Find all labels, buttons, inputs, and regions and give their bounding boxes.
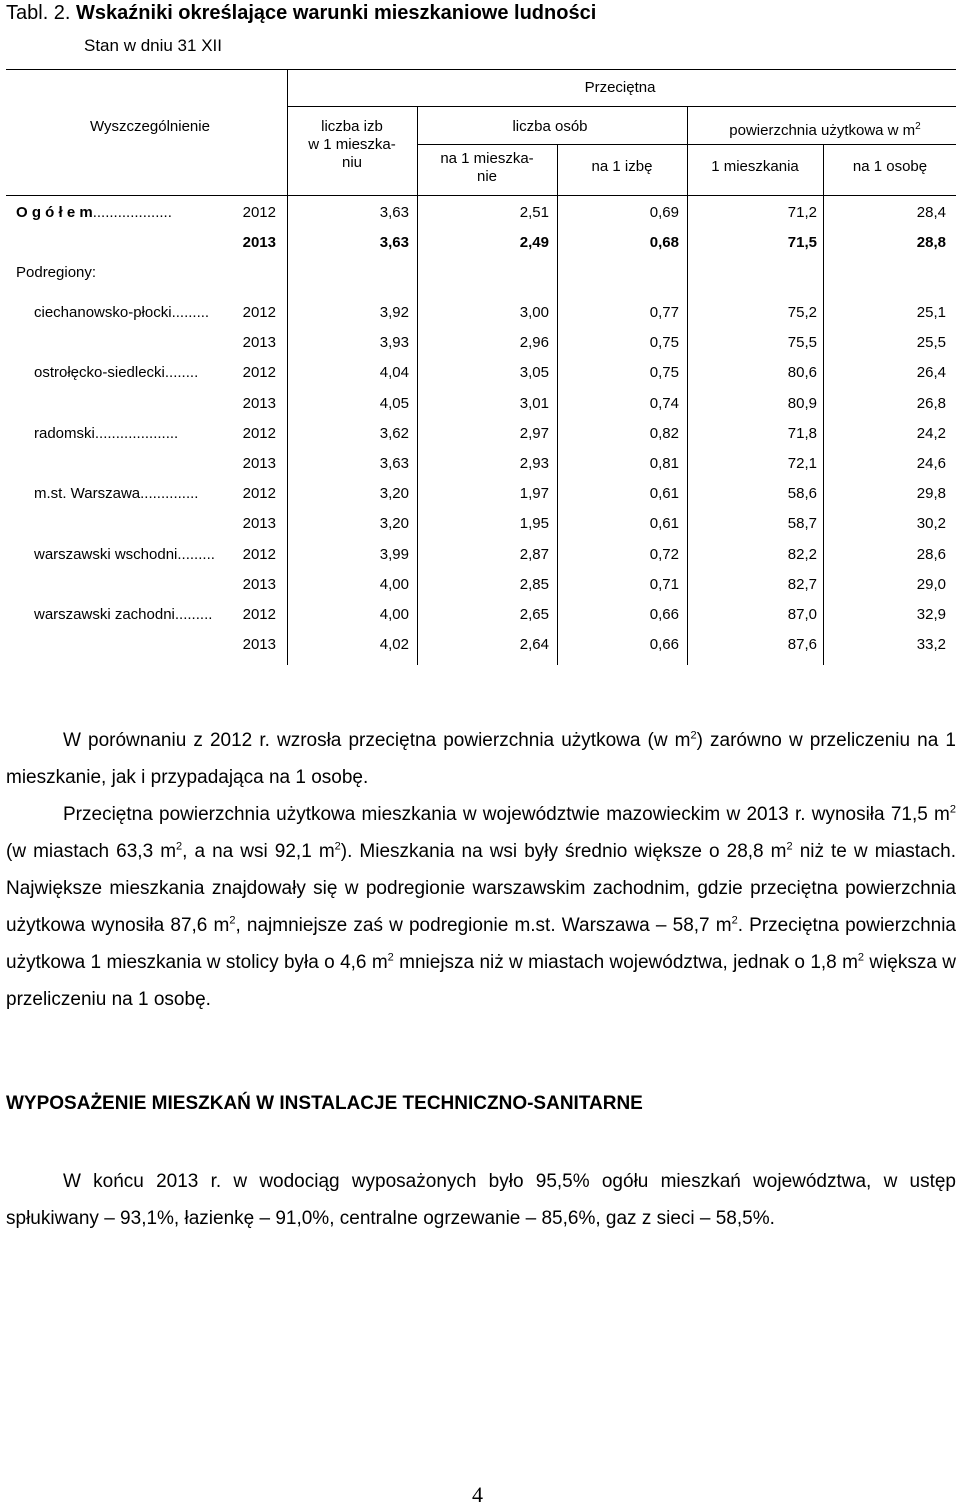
p2-f: , najmniejsze zaś w podregionie m.st. Warszawa – 58,7 m: [235, 915, 732, 936]
row-year: 2012: [242, 606, 276, 623]
header-floor-area-text: powierzchnia użytkowa w m: [729, 122, 916, 139]
row-year: 2012: [242, 485, 276, 502]
col-divider-1: [287, 69, 288, 195]
cell-area-dwelling: 75,2: [787, 304, 817, 321]
cell-area-person: 24,6: [916, 455, 946, 472]
cell-rooms: 4,04: [379, 364, 409, 381]
row-year: 2013: [242, 455, 276, 472]
row-year: 2013: [242, 515, 276, 532]
cell-persons-room: 0,75: [649, 334, 679, 351]
cell-area-person: 28,6: [916, 546, 946, 563]
cell-area-person: 25,1: [916, 304, 946, 321]
header-specification: Wyszczególnienie: [90, 118, 210, 135]
cell-rooms: 3,63: [379, 234, 409, 251]
row-year: 2013: [242, 395, 276, 412]
p1-a: W porównaniu z 2012 r. wzrosła przeciętna powierzchnia użytkowa (w m: [63, 730, 691, 751]
cell-rooms: 4,00: [379, 576, 409, 593]
row-label-text: ciechanowsko-płocki: [34, 304, 172, 321]
cell-persons-room: 0,77: [649, 304, 679, 321]
row-year: 2012: [242, 364, 276, 381]
header-persons: liczba osób: [512, 118, 588, 135]
p2-s2: 2: [176, 840, 183, 853]
cell-area-person: 24,2: [916, 425, 946, 442]
body-col-divider-2: [417, 195, 418, 665]
cell-persons-dwelling: 2,49: [519, 234, 549, 251]
p2-s8: 2: [857, 951, 865, 964]
cell-rooms: 3,92: [379, 304, 409, 321]
cell-area-dwelling: 58,6: [787, 485, 817, 502]
cell-persons-dwelling: 2,85: [519, 576, 549, 593]
cell-persons-room: 0,74: [649, 395, 679, 412]
cell-persons-room: 0,66: [649, 636, 679, 653]
row-label: warszawski zachodni.........: [34, 606, 213, 623]
cell-area-dwelling: 71,2: [787, 204, 817, 221]
p2-s1: 2: [949, 803, 956, 816]
table-title-text: Wskaźniki określające warunki mieszkaniowe ludności: [76, 2, 597, 24]
col-divider-2: [417, 106, 418, 195]
body-col-divider-5: [823, 195, 824, 665]
cell-rooms: 3,62: [379, 425, 409, 442]
cell-persons-dwelling: 1,95: [519, 515, 549, 532]
cell-persons-dwelling: 2,93: [519, 455, 549, 472]
row-label: warszawski wschodni.........: [34, 546, 215, 563]
col-divider-5: [823, 144, 824, 195]
table-title: [6, 2, 596, 25]
header-rooms-line2: w 1 mieszka-: [308, 136, 396, 153]
row-label-total-text: O g ó ł e m: [16, 204, 93, 221]
cell-area-dwelling: 80,9: [787, 395, 817, 412]
cell-area-person: 29,0: [916, 576, 946, 593]
cell-persons-dwelling: 2,65: [519, 606, 549, 623]
cell-persons-dwelling: 2,96: [519, 334, 549, 351]
row-year: 2013: [242, 334, 276, 351]
cell-area-dwelling: 72,1: [787, 455, 817, 472]
cell-persons-dwelling: 3,05: [519, 364, 549, 381]
header-persons-per-dwelling: [422, 150, 552, 186]
p2-h: mniejsza niż w miastach województwa, jednak o 1,8 m: [393, 952, 858, 973]
cell-persons-room: 0,82: [649, 425, 679, 442]
row-year: 2012: [242, 546, 276, 563]
cell-rooms: 4,02: [379, 636, 409, 653]
p3-text: W końcu 2013 r. w wodociąg wyposażonych było 95,5% ogółu mieszkań województwa, w ustęp spłukiwany – 93,1%, łazienkę – 91,0%, centralne ogrzewanie – 85,6%, gaz z sieci – 58,5%.: [6, 1171, 956, 1229]
cell-area-dwelling: 82,2: [787, 546, 817, 563]
cell-area-person: 29,8: [916, 485, 946, 502]
cell-persons-room: 0,75: [649, 364, 679, 381]
header-rule-average: [287, 106, 956, 107]
p2-i: większa w przeliczeniu na 1 osobę.: [6, 952, 956, 1010]
header-area-per-dwelling: 1 mieszkania: [711, 158, 799, 175]
header-ppd-line1: na 1 mieszka-: [440, 150, 534, 167]
row-label-text: radomski: [34, 425, 95, 442]
p2-e: niż te w miastach. Największe mieszkania znajdowały się w podregionie warszawskim zachodnim, gdzie przeciętna powierzchnia użytkowa wynosiła 87,6 m: [6, 841, 957, 936]
cell-persons-room: 0,61: [649, 515, 679, 532]
cell-rooms: 3,93: [379, 334, 409, 351]
header-ppd-line2: nie: [476, 168, 498, 185]
cell-persons-room: 0,66: [649, 606, 679, 623]
p2-s6: 2: [731, 914, 738, 927]
p2-s5: 2: [229, 914, 236, 927]
p2-a: Przeciętna powierzchnia użytkowa mieszkania w województwie mazowieckim w 2013 r. wynosiła 71,5 m: [63, 804, 950, 825]
cell-rooms: 3,20: [379, 485, 409, 502]
cell-persons-room: 0,81: [649, 455, 679, 472]
body-col-divider-1: [287, 195, 288, 665]
p2-s4: 2: [786, 840, 793, 853]
cell-rooms: 3,99: [379, 546, 409, 563]
cell-area-person: 28,4: [916, 204, 946, 221]
cell-persons-room: 0,71: [649, 576, 679, 593]
cell-persons-dwelling: 2,97: [519, 425, 549, 442]
row-label: m.st. Warszawa..............: [34, 485, 199, 502]
cell-persons-room: 0,68: [649, 234, 679, 251]
row-label: ciechanowsko-płocki.........: [34, 304, 210, 321]
header-rooms-line3: niu: [341, 154, 363, 171]
page-number: 4: [472, 1482, 483, 1507]
cell-rooms: 3,20: [379, 515, 409, 532]
cell-persons-dwelling: 2,64: [519, 636, 549, 653]
cell-area-person: 26,8: [916, 395, 946, 412]
paragraph-equipment: [6, 1163, 956, 1237]
cell-area-dwelling: 75,5: [787, 334, 817, 351]
row-label-text: ostrołęcko-siedlecki: [34, 364, 165, 381]
cell-persons-room: 0,69: [649, 204, 679, 221]
cell-area-dwelling: 87,0: [787, 606, 817, 623]
header-area-per-person: na 1 osobę: [852, 158, 928, 175]
subregions-label: Podregiony:: [16, 264, 97, 281]
cell-area-dwelling: 71,8: [787, 425, 817, 442]
col-divider-3: [557, 144, 558, 195]
header-bottom-rule: [6, 195, 956, 196]
row-label-total: O g ó ł e m...................: [16, 204, 172, 221]
header-rooms-per-dwelling: [292, 118, 412, 172]
cell-rooms: 3,63: [379, 204, 409, 221]
p2-d: ). Mieszkania na wsi były średnio większe o 28,8 m: [340, 841, 787, 862]
cell-area-dwelling: 58,7: [787, 515, 817, 532]
cell-rooms: 4,05: [379, 395, 409, 412]
row-year: 2012: [242, 304, 276, 321]
cell-area-person: 33,2: [916, 636, 946, 653]
col-divider-4: [687, 106, 688, 195]
p2-b: (w miastach 63,3 m: [6, 841, 177, 862]
cell-persons-room: 0,61: [649, 485, 679, 502]
row-label: ostrołęcko-siedlecki........: [34, 364, 199, 381]
cell-persons-dwelling: 3,00: [519, 304, 549, 321]
cell-persons-dwelling: 2,51: [519, 204, 549, 221]
header-floor-area-sup: 2: [915, 121, 921, 132]
row-label-text: warszawski zachodni: [34, 606, 175, 623]
header-floor-area: [700, 118, 950, 140]
cell-area-dwelling: 87,6: [787, 636, 817, 653]
cell-rooms: 3,63: [379, 455, 409, 472]
header-persons-per-room: na 1 izbę: [591, 158, 653, 175]
cell-persons-room: 0,72: [649, 546, 679, 563]
cell-rooms: 4,00: [379, 606, 409, 623]
table-top-rule: [6, 69, 956, 70]
cell-persons-dwelling: 1,97: [519, 485, 549, 502]
row-year: 2013: [242, 576, 276, 593]
body-col-divider-3: [557, 195, 558, 665]
cell-persons-dwelling: 2,87: [519, 546, 549, 563]
paragraph-average-area: [6, 796, 956, 1018]
cell-area-person: 28,8: [916, 234, 946, 251]
p2-s3: 2: [334, 840, 341, 853]
body-col-divider-4: [687, 195, 688, 665]
row-year: 2012: [242, 204, 276, 221]
row-year: 2013: [242, 636, 276, 653]
row-year: 2012: [242, 425, 276, 442]
p2-s7: 2: [387, 951, 394, 964]
cell-area-dwelling: 82,7: [787, 576, 817, 593]
paragraph-comparison: [6, 722, 956, 796]
cell-area-person: 30,2: [916, 515, 946, 532]
row-year: 2013: [242, 234, 276, 251]
row-label-text: warszawski wschodni: [34, 546, 178, 563]
p2-c: , a na wsi 92,1 m: [182, 841, 335, 862]
cell-area-person: 32,9: [916, 606, 946, 623]
cell-area-dwelling: 71,5: [787, 234, 817, 251]
p2-g: . Przeciętna powierzchnia użytkowa 1 mieszkania w stolicy była o 4,6 m: [6, 915, 956, 973]
header-average: Przeciętna: [584, 79, 656, 96]
row-label: radomski....................: [34, 425, 179, 442]
p1-sup: 2: [690, 729, 697, 742]
section-heading: WYPOSAŻENIE MIESZKAŃ W INSTALACJE TECHNICZNO-SANITARNE: [6, 1093, 643, 1114]
cell-persons-dwelling: 3,01: [519, 395, 549, 412]
cell-area-person: 26,4: [916, 364, 946, 381]
header-rooms-line1: liczba izb: [321, 118, 383, 135]
row-label-text: m.st. Warszawa: [34, 485, 141, 502]
p1-b: ) zarówno w przeliczeniu na 1 mieszkanie, jak i przypadająca na 1 osobę.: [6, 730, 956, 788]
table-subtitle: Stan w dniu 31 XII: [84, 36, 222, 55]
table-number: Tabl. 2.: [6, 2, 71, 24]
cell-area-person: 25,5: [916, 334, 946, 351]
cell-area-dwelling: 80,6: [787, 364, 817, 381]
